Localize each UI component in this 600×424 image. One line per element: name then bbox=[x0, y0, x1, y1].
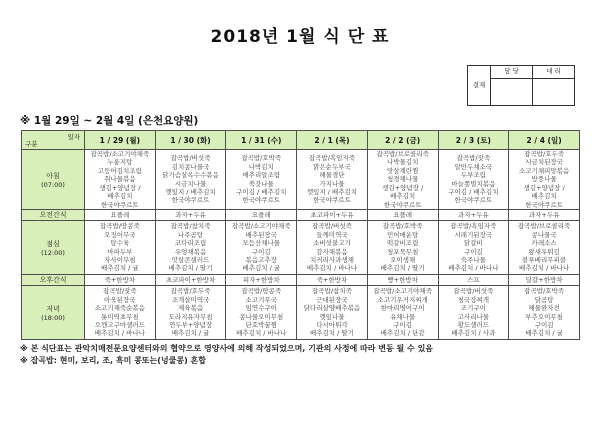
menu-cell bbox=[85, 221, 156, 275]
menu-item: 치커리사과생채 bbox=[309, 256, 354, 264]
menu-item: 도라지유자무침 bbox=[168, 312, 213, 321]
menu-item: 배추김치 / 귤 bbox=[525, 329, 563, 338]
menu-cell bbox=[226, 210, 297, 221]
menu-cell bbox=[85, 210, 156, 221]
menu-item: 죽+한방차 bbox=[316, 275, 348, 284]
menu-item: 요플레 bbox=[110, 210, 130, 219]
menu-item: 소고기채죽순볶음 bbox=[94, 304, 145, 313]
menu-item: 잡곡밥/버섯죽 bbox=[170, 154, 211, 163]
menu-item: 해물완자전 bbox=[528, 304, 560, 313]
menu-item: 조개살미역국 bbox=[171, 295, 210, 304]
menu-item: 초코파이+한방차 bbox=[165, 275, 216, 284]
menu-item: 맑은순두부국 bbox=[313, 162, 351, 171]
menu-item: 구이김 / 배추김치 bbox=[236, 187, 287, 196]
corner-cell bbox=[22, 131, 85, 150]
menu-item: 배추김치 bbox=[531, 192, 557, 201]
menu-item: 유채나물 bbox=[390, 312, 416, 321]
menu-item: 블루베리무피클 bbox=[522, 256, 567, 264]
menu-cell bbox=[155, 150, 226, 210]
corner-label-date: 일자 bbox=[67, 133, 80, 141]
menu-cell bbox=[438, 286, 509, 340]
menu-item: 떡갈비조림 bbox=[386, 239, 419, 248]
menu-item: 구이김 bbox=[251, 247, 271, 256]
menu-cell bbox=[85, 286, 156, 340]
menu-item: 잡곡밥/호두죽 bbox=[524, 150, 565, 158]
menu-item: 방풍나물 bbox=[531, 175, 557, 184]
menu-item: 오징어무국 bbox=[104, 230, 136, 239]
menu-item: 연두부+양념장 bbox=[168, 321, 213, 329]
day-header: 2 / 4 (일) bbox=[509, 131, 580, 150]
approval-box bbox=[467, 65, 575, 106]
menu-item: 카레소스 bbox=[531, 239, 557, 248]
menu-item: 시금치된장국 bbox=[525, 158, 563, 167]
menu-item: 나박물김치 bbox=[386, 158, 419, 167]
approval-col-manager: 담 당 bbox=[491, 66, 533, 79]
menu-item: 감자채볶음 bbox=[316, 247, 348, 256]
approval-sign-space-manager bbox=[491, 79, 533, 106]
menu-item: 스프 bbox=[467, 275, 480, 284]
menu-item: 빵+한방차 bbox=[387, 275, 418, 284]
menu-item: 김치콩나물국 bbox=[171, 162, 210, 171]
menu-item: 배추김치 / 바나나 bbox=[236, 329, 287, 338]
footnote-grains: ※ 잡곡밥: 현미, 보리, 조, 흑미 콩또는(넝쿨콩) 혼합 bbox=[20, 356, 207, 365]
menu-item: 알만두채소국 bbox=[454, 162, 493, 171]
menu-item: 다시마튀각 bbox=[316, 321, 348, 329]
menu-cell bbox=[509, 221, 580, 275]
menu-item: 잡곡밥/땅콩죽 bbox=[241, 287, 282, 296]
menu-item: 과자+두유 bbox=[175, 210, 206, 219]
menu-item: 나박김치 bbox=[248, 162, 274, 171]
menu-cell bbox=[155, 210, 226, 221]
menu-table bbox=[21, 130, 580, 340]
day-header: 1 / 31 (수) bbox=[226, 131, 297, 150]
menu-item: 배추김치 bbox=[390, 192, 416, 201]
row-label: 오후간식 bbox=[22, 275, 85, 286]
menu-cell bbox=[155, 275, 226, 286]
menu-cell bbox=[438, 275, 509, 286]
menu-item: 생김+양념장 / bbox=[382, 183, 424, 192]
menu-item: 잡곡밥/브로콜리죽 bbox=[376, 150, 429, 158]
menu-item: 배추김치 bbox=[107, 192, 133, 201]
menu-item: 한국야쿠르트 bbox=[313, 196, 351, 205]
menu-item: 조기구이 bbox=[460, 304, 486, 313]
row-time: (12:00) bbox=[41, 248, 65, 257]
row-time: (18:00) bbox=[41, 313, 65, 322]
menu-item: 잡곡밥/잣죽 bbox=[103, 287, 137, 296]
menu-item: 임연수구이 bbox=[245, 304, 277, 313]
menu-item: 잡곡밥/호박죽 bbox=[382, 222, 423, 231]
menu-item: 왕새우튀김 bbox=[528, 247, 560, 256]
menu-item: 소고기채피망볶음 bbox=[518, 166, 570, 175]
menu-item: 오이생채 bbox=[390, 256, 416, 264]
menu-item: 요플레 bbox=[393, 210, 413, 219]
row-time: (07:00) bbox=[41, 180, 65, 189]
menu-row bbox=[22, 150, 580, 210]
menu-item: 한국야쿠르트 bbox=[242, 196, 281, 205]
row-label: 저녁 (18:00) bbox=[22, 286, 85, 340]
menu-cell bbox=[509, 275, 580, 286]
header-row bbox=[22, 131, 580, 150]
menu-item: 배추김치 / 단감 bbox=[380, 329, 425, 338]
menu-item: 잡곡밥/호두죽 bbox=[170, 287, 211, 296]
menu-item: 한국야쿠르트 bbox=[171, 196, 210, 205]
menu-item: 우엉채볶음 bbox=[174, 247, 207, 256]
menu-item: 가지나물 bbox=[319, 179, 345, 188]
menu-item: 한국야쿠르트 bbox=[383, 200, 422, 209]
menu-cell bbox=[155, 286, 226, 340]
menu-item: 청경채나물 bbox=[386, 175, 419, 184]
menu-item: 과자+두유 bbox=[528, 210, 560, 219]
date-range-subtitle: ※ 1월 29일 ~ 2월 4일 (은천요양원) bbox=[20, 115, 199, 127]
menu-item: 배추김치 / 귤 bbox=[171, 329, 210, 338]
menu-item: 맛살계란찜 bbox=[386, 166, 419, 175]
menu-item: 취나물볶음 bbox=[104, 175, 136, 184]
menu-item: 마파두부 bbox=[107, 247, 133, 256]
menu-item: 배추된장국 bbox=[245, 230, 277, 239]
day-header: 1 / 29 (월) bbox=[85, 131, 156, 150]
menu-row bbox=[22, 221, 580, 275]
menu-item: 잡곡밥/소고기야채죽 bbox=[90, 150, 150, 158]
menu-item: 탕수육 bbox=[110, 239, 130, 248]
menu-item: 깻잎지 / 배추김치 bbox=[306, 187, 358, 196]
menu-item: 잡곡밥/버섯죽 bbox=[312, 222, 352, 231]
menu-item: 잡곡밥/참치죽 bbox=[170, 222, 211, 231]
day-header: 2 / 3 (토) bbox=[438, 131, 509, 150]
menu-cell bbox=[438, 150, 509, 210]
menu-cell bbox=[297, 286, 368, 340]
menu-row bbox=[22, 286, 580, 340]
menu-item: 고사리나물 bbox=[457, 312, 490, 321]
menu-item: 톳미역초무침 bbox=[101, 312, 139, 321]
menu-cell bbox=[367, 221, 438, 275]
menu-item: 한국야쿠르트 bbox=[101, 200, 139, 209]
menu-item: 두부조림 bbox=[460, 171, 486, 180]
menu-item: 닭가슴살옥수수볶음 bbox=[162, 171, 219, 180]
menu-item: 배추김치 / 딸기 bbox=[309, 329, 354, 338]
menu-item: 근대된장국 bbox=[316, 295, 348, 304]
menu-item: 과자+두유 bbox=[458, 210, 489, 219]
menu-item: 구이김 bbox=[534, 321, 554, 329]
menu-item: 황도샐러드 bbox=[457, 321, 490, 329]
menu-item: 배추김치 / 사과 bbox=[451, 329, 496, 338]
menu-item: 배추김치 / 귤 bbox=[242, 264, 281, 273]
menu-cell bbox=[226, 221, 297, 275]
menu-item: 배추김치 / 바나나 bbox=[448, 264, 499, 273]
day-header: 1 / 30 (화) bbox=[155, 131, 226, 150]
menu-item: 구이김 / 배추김치 bbox=[448, 187, 499, 196]
menu-item: 깻잎지 / 배추김치 bbox=[165, 187, 216, 196]
menu-row bbox=[22, 275, 580, 286]
menu-item: 닭갈비 bbox=[463, 239, 483, 248]
menu-cell bbox=[297, 221, 368, 275]
day-header: 2 / 2 (금) bbox=[367, 131, 438, 150]
menu-cell bbox=[297, 275, 368, 286]
menu-cell bbox=[226, 275, 297, 286]
menu-item: 맛살콘샐러드 bbox=[171, 256, 210, 264]
menu-item: 잡곡밥/호박죽 bbox=[524, 287, 565, 296]
menu-item: 으깬고구마샐러드 bbox=[94, 321, 145, 329]
menu-item: 민어매운탕 bbox=[386, 230, 419, 239]
menu-cell bbox=[367, 150, 438, 210]
row-label: 오전간식 bbox=[22, 210, 85, 221]
menu-item: 달걀+한방차 bbox=[525, 275, 563, 284]
menu-item: 모듬산채나물 bbox=[242, 239, 281, 248]
menu-item: 배추김치 / 딸기 bbox=[380, 264, 425, 273]
menu-item: 소고기우거지찌개 bbox=[377, 295, 428, 304]
menu-item: 잡곡밥/땅콩죽 bbox=[99, 222, 140, 231]
corner-label-category: 구분 bbox=[25, 140, 38, 148]
menu-cell bbox=[297, 150, 368, 210]
menu-item: 해물경단 bbox=[319, 171, 345, 180]
menu-item: 잡곡밥/호박죽 bbox=[241, 154, 282, 163]
menu-cell bbox=[509, 286, 580, 340]
menu-cell bbox=[438, 210, 509, 221]
menu-item: 자사이무침 bbox=[104, 256, 136, 264]
menu-item: 볶음고추장 bbox=[245, 256, 277, 264]
menu-item: 콩나물오이무침 bbox=[239, 312, 284, 321]
menu-item: 마늘쫑멸치볶음 bbox=[451, 179, 496, 188]
menu-item: 누룽지탕 bbox=[107, 158, 133, 167]
menu-item: 한국야쿠르트 bbox=[454, 196, 493, 205]
row-label: 점심 (12:00) bbox=[22, 221, 85, 275]
menu-item: 죽+한방차 bbox=[104, 275, 136, 284]
menu-cell bbox=[297, 210, 368, 221]
menu-item: 한국야쿠르트 bbox=[525, 200, 563, 209]
menu-item: 콩나물국 bbox=[531, 230, 557, 239]
menu-cell bbox=[155, 221, 226, 275]
menu-cell bbox=[367, 210, 438, 221]
row-label: 아침 (07:00) bbox=[22, 150, 85, 210]
menu-item: 제육볶음 bbox=[177, 304, 204, 313]
menu-item: 시래기된장국 bbox=[454, 230, 493, 239]
menu-item: 잡곡밥/소고기야채죽 bbox=[231, 222, 291, 231]
approval-col-deputy: 대 리 bbox=[533, 66, 575, 79]
menu-item: 나주곰탕 bbox=[177, 230, 204, 239]
menu-item: 고등어김치조림 bbox=[97, 166, 142, 175]
menu-item: 소버섯불고기 bbox=[313, 239, 351, 248]
menu-cell bbox=[367, 275, 438, 286]
menu-item: 숙주나물 bbox=[460, 256, 486, 264]
page-title: 2018년 1월 식 단 표 bbox=[210, 27, 390, 47]
menu-cell bbox=[438, 221, 509, 275]
menu-item: 시금치나물 bbox=[174, 179, 207, 188]
menu-item: 잡곡밥/잣죽 bbox=[456, 154, 491, 163]
menu-item: 코다리조림 bbox=[174, 239, 207, 248]
menu-item: 잡곡밥/브로콜리죽 bbox=[517, 222, 571, 231]
menu-item: 요플레 bbox=[251, 210, 271, 219]
menu-item: 잡곡밥/흑임자죽 bbox=[450, 222, 497, 231]
menu-item: 구이김 bbox=[393, 321, 413, 329]
menu-item: 한마리병어구이 bbox=[380, 304, 425, 313]
menu-item: 배추김치 / 바나나 bbox=[518, 264, 570, 273]
menu-item: 배추김치 / 바나나 bbox=[306, 264, 358, 273]
menu-item: 초코파이+두유 bbox=[310, 210, 354, 219]
menu-item: 소고기무국 bbox=[245, 295, 277, 304]
menu-cell bbox=[509, 150, 580, 210]
menu-item: 잡곡밥/참치죽 bbox=[312, 287, 352, 296]
menu-item: 메추리알조림 bbox=[242, 171, 281, 180]
menu-cell bbox=[226, 286, 297, 340]
menu-item: 생김+양념장 / bbox=[99, 183, 141, 192]
menu-cell bbox=[85, 275, 156, 286]
menu-cell bbox=[509, 210, 580, 221]
day-header: 2 / 1 (목) bbox=[297, 131, 368, 150]
menu-item: 닭다리살양배추볶음 bbox=[303, 304, 361, 313]
menu-item: 배추김치 / 귤 bbox=[100, 264, 139, 273]
menu-item: 닭곰탕 bbox=[534, 295, 554, 304]
menu-cell bbox=[226, 150, 297, 210]
menu-item: 부추오이무침 bbox=[525, 312, 563, 321]
menu-row bbox=[22, 210, 580, 221]
menu-item: 아욱된장국 bbox=[104, 295, 136, 304]
menu-item: 생김+양념장 / bbox=[523, 183, 565, 192]
menu-item: 잡곡밥/소고기야채죽 bbox=[373, 287, 433, 296]
menu-item: 청국장찌개 bbox=[457, 295, 490, 304]
menu-item: 배추김치 / 바나나 bbox=[94, 329, 145, 338]
menu-cell bbox=[85, 150, 156, 210]
menu-item: 피자+한방차 bbox=[242, 275, 280, 284]
footnote-source: ※ 본 식단표는 관악치매전문요양센터와의 협약으로 영양사에 의해 작성되었으며, 기관의 사정에 따라 변동 될 수 있음 bbox=[20, 344, 434, 353]
approval-sign-space-deputy bbox=[533, 79, 575, 106]
menu-item: 구이김 bbox=[463, 247, 483, 256]
menu-item: 쑥갓나물 bbox=[248, 179, 274, 188]
menu-item: 청포묵무침 bbox=[386, 247, 419, 256]
approval-sign-label: 결재 bbox=[468, 66, 491, 106]
menu-item: 깻잎나물 bbox=[319, 312, 345, 321]
menu-item: 잡곡밥/흑임자죽 bbox=[308, 154, 356, 163]
menu-cell bbox=[367, 286, 438, 340]
footnotes bbox=[20, 343, 580, 367]
menu-item: 배추김치 / 딸기 bbox=[168, 264, 213, 273]
menu-item: 들깨미역국 bbox=[316, 230, 348, 239]
menu-item: 단호박꿀찜 bbox=[245, 321, 277, 329]
menu-item: 잡곡밥/버섯죽 bbox=[453, 287, 494, 296]
